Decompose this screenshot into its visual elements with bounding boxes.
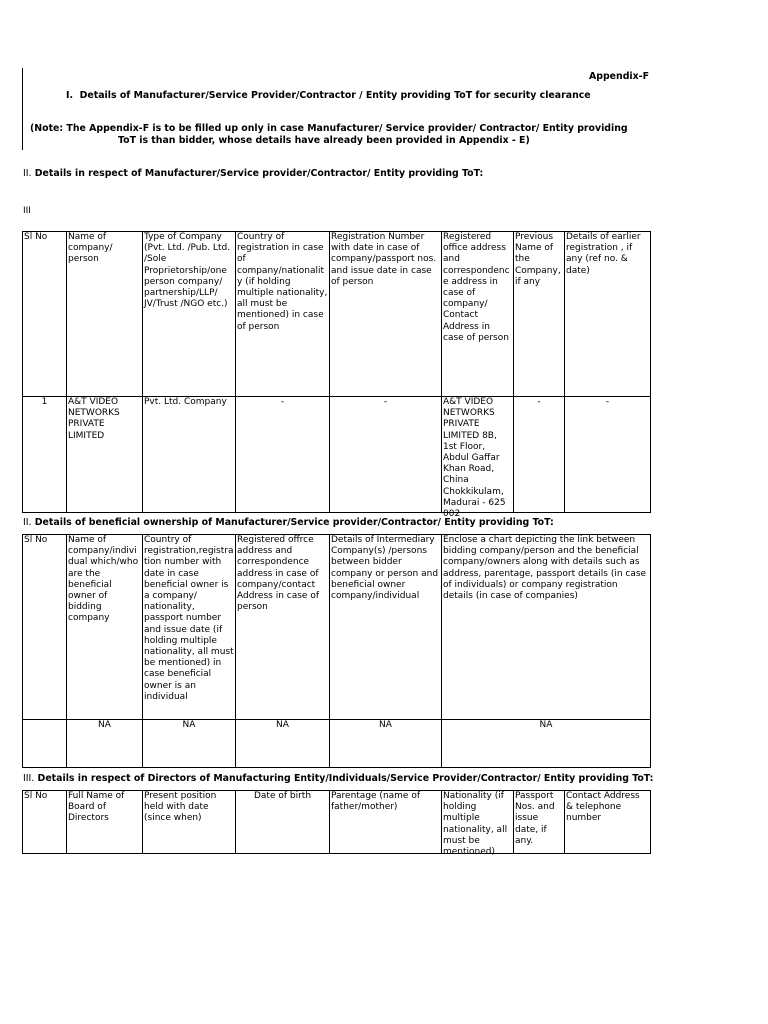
table-row: [23, 397, 651, 513]
header-cell: Registration Number with date in case of company/passport nos. and issue date in case of person: [330, 232, 442, 397]
section-number: II.: [23, 517, 32, 528]
header-text: Nationality (if holding multiple nationality, all must be mentioned): [443, 791, 508, 858]
table-cell: -: [330, 397, 442, 513]
section-title: Details in respect of Manufacturer/Service provider/Contractor/ Entity providing ToT:: [31, 168, 484, 179]
table-cell: -: [236, 397, 330, 513]
header-text: Country of registration,registration number with date in case beneficial owner is a company/ nationality, passport number and issue date (if holding multiple nationality, all must be mentioned) in case beneficial owner is an individual: [144, 535, 234, 702]
header-cell: Sl No: [23, 232, 67, 397]
table-cell: [23, 720, 67, 768]
header-cell: [442, 791, 514, 858]
section-title: Details of beneficial ownership of Manufacturer/Service provider/Contractor/ Entity providing ToT:: [31, 517, 554, 528]
header-cell: Sl No: [23, 791, 67, 854]
title-number: I.: [66, 90, 74, 101]
header-cell: Present position held with date (since when): [143, 791, 236, 854]
header-cell: Date of birth: [236, 791, 330, 854]
note-line-2: ToT is than bidder, whose details have already been provided in Appendix - E): [118, 135, 530, 146]
table-cell: [442, 397, 514, 520]
table-header-row: [23, 232, 651, 397]
table-cell: NA: [236, 720, 330, 768]
table-header-row: [23, 535, 651, 720]
header-cell: Details of Intermediary Company(s) /persons between bidder company or person and beneficial owner company/individual: [330, 535, 442, 720]
header-cell: Type of Company (Pvt. Ltd. /Pub. Ltd. /Sole Proprietorship/one person company/ partnership/LLP/ JV/Trust /NGO etc.): [143, 232, 236, 397]
header-cell: Details of earlier registration , if any (ref no. & date): [565, 232, 651, 397]
address-text: A&T VIDEO NETWORKS PRIVATE LIMITED 8B, 1st Floor, Abdul Gaffar Khan Road, China Chokkikulam, Madurai - 625 002: [443, 397, 506, 520]
header-cell: Registered office address and correspondence address in case of company/ Contact Address in case of person: [442, 232, 514, 397]
appendix-label: Appendix-F: [589, 71, 649, 82]
section-heading-directors: [23, 773, 653, 784]
header-cell: [143, 535, 236, 720]
section-heading-beneficial: [23, 517, 554, 528]
header-cell: Full Name of Board of Directors: [67, 791, 143, 854]
manufacturer-details-table: [22, 231, 651, 520]
header-cell: Sl No: [23, 535, 67, 720]
table-cell: Pvt. Ltd. Company: [143, 397, 236, 513]
section-marker-iii: III: [23, 206, 31, 216]
table-cell: NA: [143, 720, 236, 768]
table-cell: 1: [23, 397, 67, 513]
header-cell: Contact Address & telephone number: [565, 791, 651, 854]
table-cell: NA: [442, 720, 651, 768]
left-margin-rule: [22, 68, 23, 150]
table-cell: NA: [330, 720, 442, 768]
header-cell: Name of company/individual which/who are the beneficial owner of bidding company: [67, 535, 143, 720]
section-number: III.: [23, 773, 35, 784]
header-cell: Parentage (name of father/mother): [330, 791, 442, 854]
header-cell: Registered offrce address and correspondence address in case of company/contact Address in case of person: [236, 535, 330, 720]
table-cell: NA: [67, 720, 143, 768]
table-cell: -: [565, 397, 651, 513]
document-title: [66, 90, 591, 101]
section-number: II.: [23, 168, 32, 179]
table-cell: -: [514, 397, 565, 513]
table-header-row: [23, 791, 651, 854]
table-cell: A&T VIDEO NETWORKS PRIVATE LIMITED: [67, 397, 143, 513]
beneficial-ownership-table: [22, 534, 651, 768]
title-text: Details of Manufacturer/Service Provider/Contractor / Entity providing ToT for security clearance: [79, 90, 591, 101]
header-cell: Enclose a chart depicting the link between bidding company/person and the beneficial company/owners along with details such as address, parentage, passport details (in case of individuals) or company registration details (in case of companies): [442, 535, 651, 720]
header-cell: Previous Name of the Company, if any: [514, 232, 565, 397]
section-heading-manufacturer: [23, 168, 483, 179]
header-cell: Country of registration in case of company/nationality (if holding multiple nationality, all must be mentioned) in case of person: [236, 232, 330, 397]
table-row: [23, 720, 651, 768]
directors-table: [22, 790, 651, 858]
section-title: Details in respect of Directors of Manufacturing Entity/Individuals/Service Provider/Contractor/ Entity providing ToT:: [34, 773, 654, 784]
header-cell: Passport Nos. and issue date, if any.: [514, 791, 565, 854]
header-cell: Name of company/ person: [67, 232, 143, 397]
note-line-1: (Note: The Appendix-F is to be filled up only in case Manufacturer/ Service provider/ Contractor/ Entity providing: [30, 123, 628, 134]
